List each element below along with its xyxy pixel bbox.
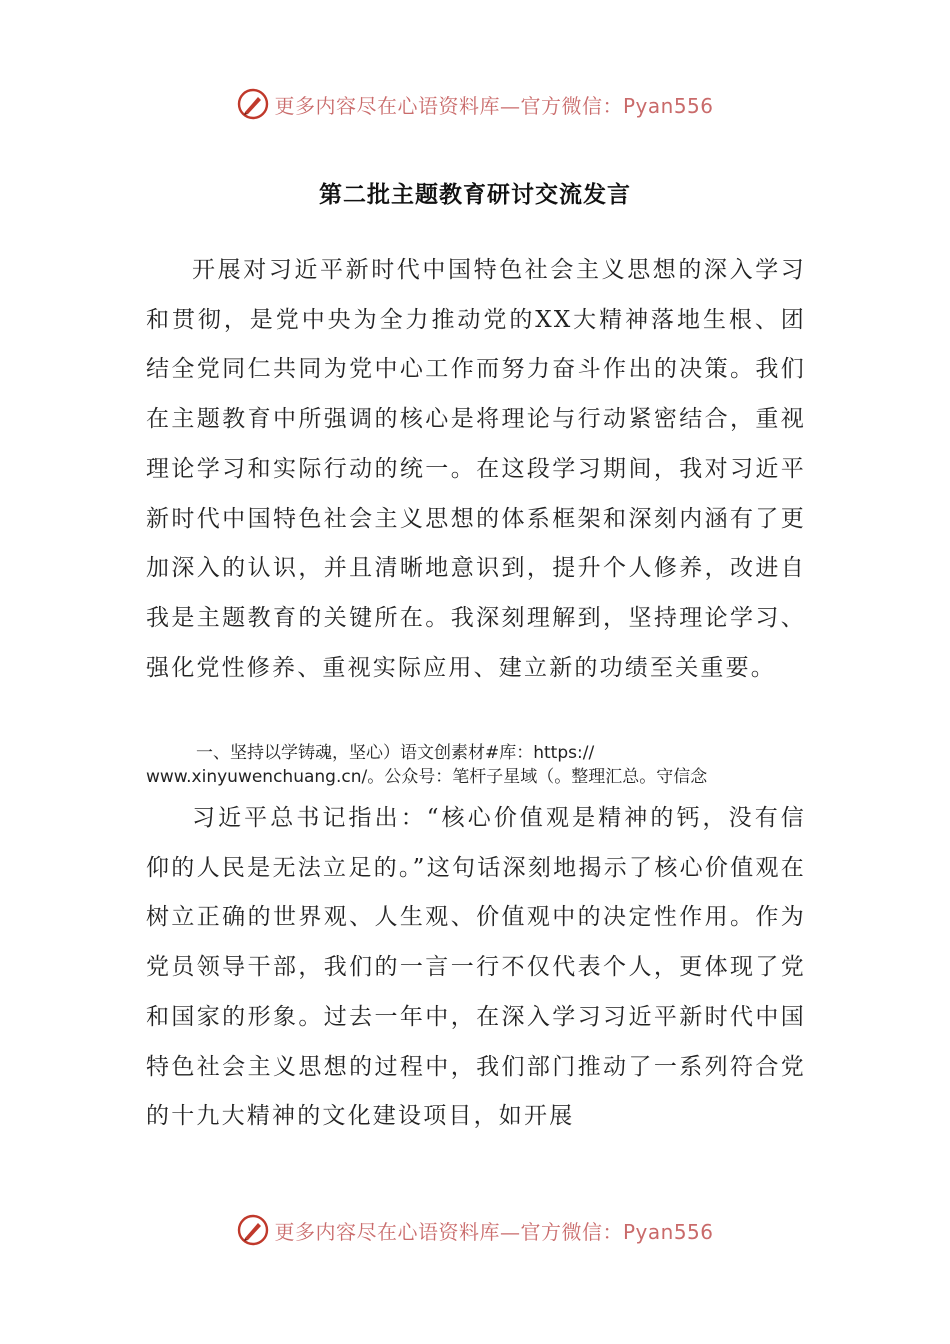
body-section-1 [146,246,806,693]
section-heading [146,741,766,789]
page-title: 第二批主题教育研讨交流发言 [319,182,631,208]
banner-text [274,90,713,119]
section-heading-text-1: 一、坚持以学铸魂，坚心）语文创素材#库：https:// [196,743,595,763]
header-banner-content [236,87,713,121]
banner-contact: Pyan556 [622,93,714,118]
paragraph-2: 习近平总书记指出：“核心价值观是精神的钙，没有信仰的人民是无法立足的。”这句话深刻地揭示了核心价值观在树立正确的世界观、人生观、价值观中的决定性作用。作为党员领导干部，我们的一言一行不仅代表个人，更体现了党和国家的形象。过去一年中，在深入学习习近平新时代中国特色社会主义思想的过程中，我们部门推动了一系列符合党的十九大精神的文化建设项目，如开展 [146,805,806,1130]
banner-label: 更多内容尽在心语资料库—官方微信： [274,93,623,118]
pen-in-circle-icon [236,1213,270,1247]
header-banner [0,82,950,126]
footer-banner-content [236,1213,713,1247]
section-heading-line-1 [146,741,766,765]
body-section-2 [146,794,806,1142]
pen-in-circle-icon [236,87,270,121]
banner-contact: Pyan556 [622,1219,714,1244]
paragraph-1: 开展对习近平新时代中国特色社会主义思想的深入学习和贯彻，是党中央为全力推动党的XX大精神落地生根、团结全党同仁共同为党中心工作而努力奋斗作出的决策。我们在主题教育中所强调的核心是将理论与行动紧密结合，重视理论学习和实际行动的统一。在这段学习期间，我对习近平新时代中国特色社会主义思想的体系框架和深刻内涵有了更加深入的认识，并且清晰地意识到，提升个人修养，改进自我是主题教育的关键所在。我深刻理解到，坚持理论学习、强化党性修养、重视实际应用、建立新的功绩至关重要。 [146,257,806,681]
footer-banner [0,1208,950,1252]
section-heading-line-2: www.xinyuwenchuang.cn/。公众号：笔杆子星域（。整理汇总。守信念 [146,767,708,787]
banner-text [274,1216,713,1245]
banner-label: 更多内容尽在心语资料库—官方微信： [274,1219,623,1244]
